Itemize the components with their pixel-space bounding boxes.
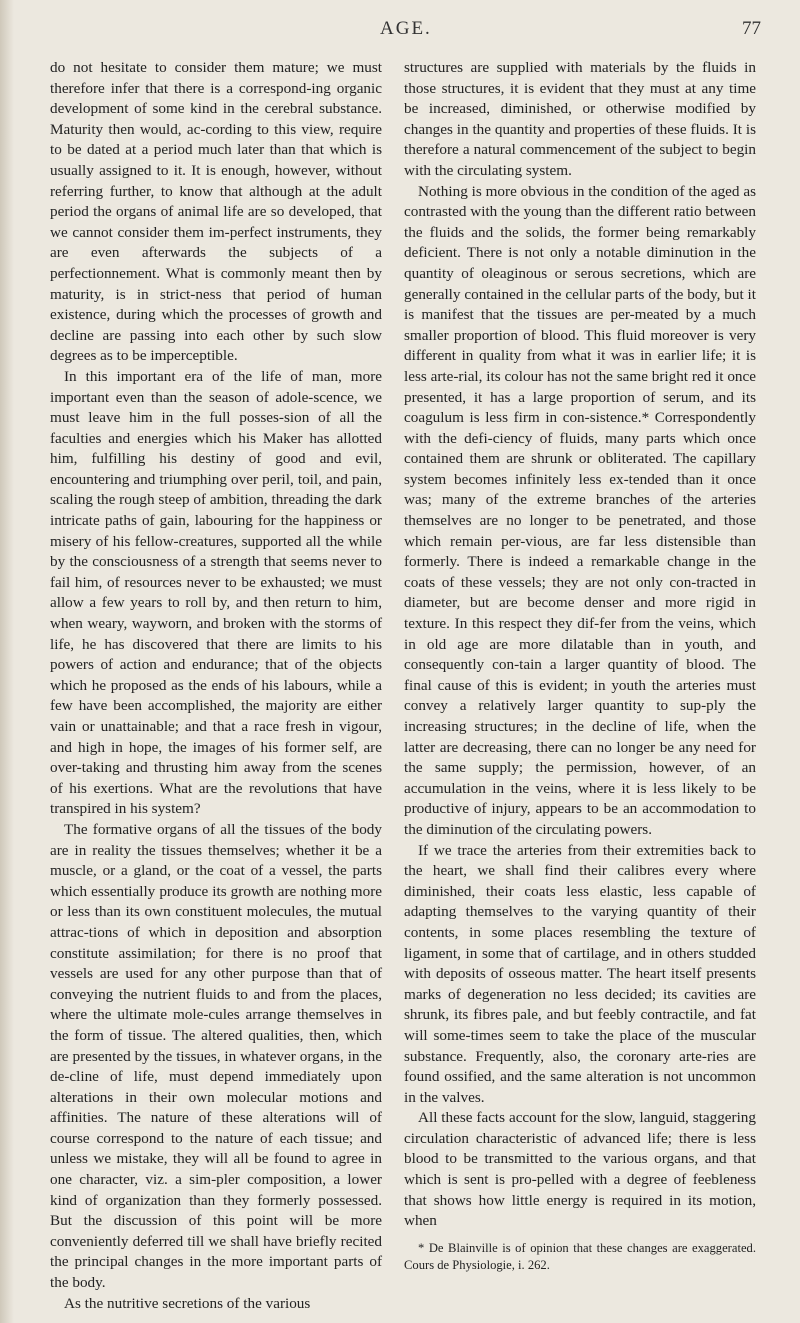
left-paragraph-3: The formative organs of all the tissues of the body are in reality the tissues themselves; whether it be a muscle, or a gland, or the coat of a vessel, the parts which essentially produce its growth are nothing more or less than its own constituent molecules, the mutual attrac-tions of which in deposition and absorption constitute assimilation; for there is no proof that vessels are used for any other purpose than that of conveying the nutrient fluids to and from the places, where the ultimate mole-cules arrange themselves in the form of tissue. The altered qualities, then, which are presented by the tissues, in whatever organs, in the de-cline of life, must depend immediately upon alterations in their own molecular motions and affinities. The nature of these alterations will of course correspond to the nature of each tissue; and unless we mistake, they will all be found to agree in one character, viz. a sim-pler composition, a lower kind of organization than they formerly possessed. But the discussion of this point will be more conveniently deferred till we shall have briefly recited the principal changes in the more important parts of the body.	[50, 820, 382, 1292]
right-paragraph-3: If we trace the arteries from their extremities back to the heart, we shall find their calibres every where diminished, their coats less elastic, less capable of adapting themselves to the varying quantity of their contents, in some places resembling the texture of ligament, in some that of cartilage, and in others studded with deposits of osseous matter. The heart itself presents marks of degeneration no less decided; its cavities are shrunk, its fibres pale, and but feebly contractile, and fat will some-times seem to take the place of the muscular substance. Frequently, also, the coronary arte-ries are found ossified, and the same alteration is not uncommon in the valves.	[404, 841, 756, 1106]
page-number: 77	[742, 18, 761, 39]
left-column	[50, 58, 382, 1314]
right-paragraph-4: All these facts account for the slow, languid, staggering circulation characteristic of advanced life; there is less blood to be transmitted to the various organs, and that which is sent is pro-pelled with a degree of feebleness that shows how little energy is required in its motion, when	[404, 1109, 756, 1230]
left-paragraph-4: As the nutritive secretions of the various	[64, 1294, 311, 1312]
right-column	[404, 58, 756, 1274]
left-paragraph-2: In this important era of the life of man, more important even than the season of adole-scence, we must leave him in the full posses-sion of all the faculties and energies which his Maker has allotted him, fulfilling his destiny of good and evil, encountering and triumphing over peril, toil, and pain, scaling the rough steep of ambition, threading the dark intricate paths of gain, labouring for the happiness or misery of his fellow-creatures, supported all the while by the consciousness of a strength that seems never to fail him, of resources never to be exhausted; we must allow a few years to roll by, and then return to him, when weary, wayworn, and broken with the storms of life, he has discovered that there are limits to his powers of action and endurance; that of the objects which he proposed as the ends of his labours, while a few have been accomplished, the majority are either vain or unattainable; and that a race fresh in vigour, and high in hope, the images of his former self, are over-taking and thrusting him away from the scenes of his exertions. What are the revolutions that have transpired in his system?	[50, 367, 382, 818]
running-title: AGE.	[380, 18, 432, 39]
page-spine-shadow	[0, 0, 14, 1323]
footnote: * De Blainville is of opinion that these changes are exaggerated. Cours de Physiologie, i. 262.	[404, 1240, 756, 1272]
right-paragraph-1: structures are supplied with materials by the fluids in those structures, it is evident that they must at any time be increased, diminished, or otherwise modified by changes in the quantity and properties of these fluids. It is therefore a natural commencement of the subject to begin with the circulating system.	[404, 59, 756, 179]
right-paragraph-2: Nothing is more obvious in the condition of the aged as contrasted with the young than the different ratio between the fluids and the solids, the former being remarkably deficient. There is not only a notable diminution in the quantity of oleaginous or serous secretions, which are generally contained in the cellular parts of the body, but it is manifest that the tissues are per-meated by a much smaller proportion of blood. This fluid moreover is very different in quality from what it was in earlier life; it is less arte-rial, its colour has not the same bright red it once presented, it has a large proportion of serum, and its coagulum is less firm in con-sistence.* Correspondently with the defi-ciency of fluids, many parts which once contained them are shrunk or obliterated. The capillary system becomes infinitely less ex-tended than it once was; many of the extreme branches of the arteries themselves are no longer to be penetrated, and those which remain per-vious, are far less distensible than formerly. There is indeed a remarkable change in the coats of these vessels; they are not only con-tracted in diameter, but are become denser and more rigid in texture. In this respect they dif-fer from the veins, which in old age are more dilatable than in youth, and consequently con-tain a larger quantity of blood. The final cause of this is evident; in youth the arteries must convey a relatively larger quantity to sup-ply the increasing structures; in the decline of life, when the latter are decreasing, there can no longer be any need for the same supply; the permission, however, of an accumulation in the veins, where it is less likely to be productive of injury, appears to be an accommodation to the diminution of the circulating powers.	[404, 182, 756, 838]
running-head	[0, 18, 800, 48]
left-paragraph-1: do not hesitate to consider them mature; we must therefore infer that there is a correspond-ing organic development of some kind in the cerebral substance. Maturity then would, ac-cording to this view, require to be dated at a period much later than that which is usually assigned to it. It is enough, however, without referring further, to know that although at the adult period the organs of animal life are so developed, that we cannot consider them im-perfect instruments, they are even afterwards the subjects of a perfectionnement. What is commonly meant then by maturity, is in strict-ness that period of human existence, during which the processes of growth and decline are passing into each other by such slow degrees as to be imperceptible.	[50, 59, 382, 365]
